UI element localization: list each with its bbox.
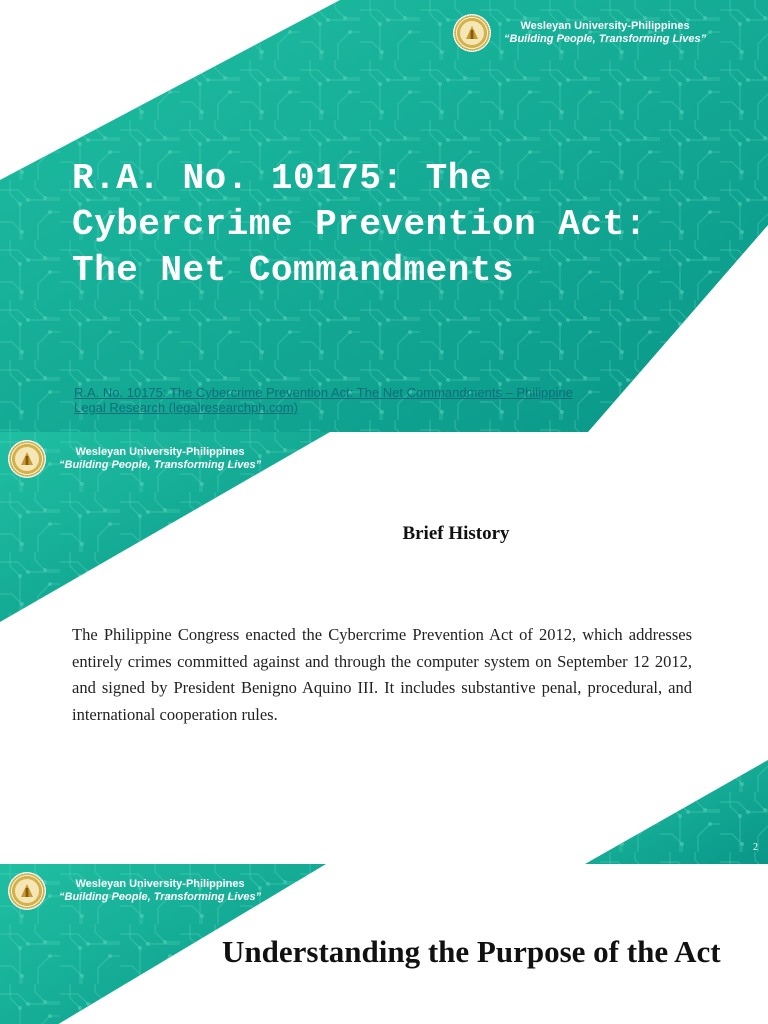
university-motto: “Building People, Transforming Lives” [504, 33, 707, 45]
university-seal-icon [452, 13, 492, 53]
citation-link[interactable]: R.A. No. 10175: The Cybercrime Prevention Act: The Net Commandments – Philippine Legal Research (legalresearchph.com) [74, 385, 573, 415]
body-paragraph: The Philippine Congress enacted the Cybercrime Prevention Act of 2012, which addresses entirely crimes committed against and through the computer system on September 12 2012, and signed by President Benigno Aquino III. It includes substantive penal, procedural, and international cooperation rules. [72, 625, 692, 724]
section-heading: Brief History [402, 523, 510, 544]
university-name: Wesleyan University-Philippines [75, 878, 245, 890]
university-motto: “Building People, Transforming Lives” [59, 459, 262, 471]
slide-1 [0, 0, 768, 432]
university-seal-icon [7, 439, 47, 479]
university-motto: “Building People, Transforming Lives” [59, 891, 262, 903]
university-branding [7, 439, 261, 479]
slide-title: Understanding the Purpose of the Act [222, 934, 721, 969]
university-seal-icon [7, 871, 47, 911]
slide-3 [0, 864, 768, 1024]
slide-2 [0, 432, 768, 864]
university-name: Wesleyan University-Philippines [75, 446, 245, 458]
page-number: 2 [753, 842, 758, 853]
slide-title: R.A. No. 10175: The Cybercrime Prevention Act: The Net Commandments [72, 158, 647, 291]
university-branding [7, 871, 261, 911]
university-name: Wesleyan University-Philippines [520, 20, 690, 32]
university-branding [452, 13, 706, 53]
